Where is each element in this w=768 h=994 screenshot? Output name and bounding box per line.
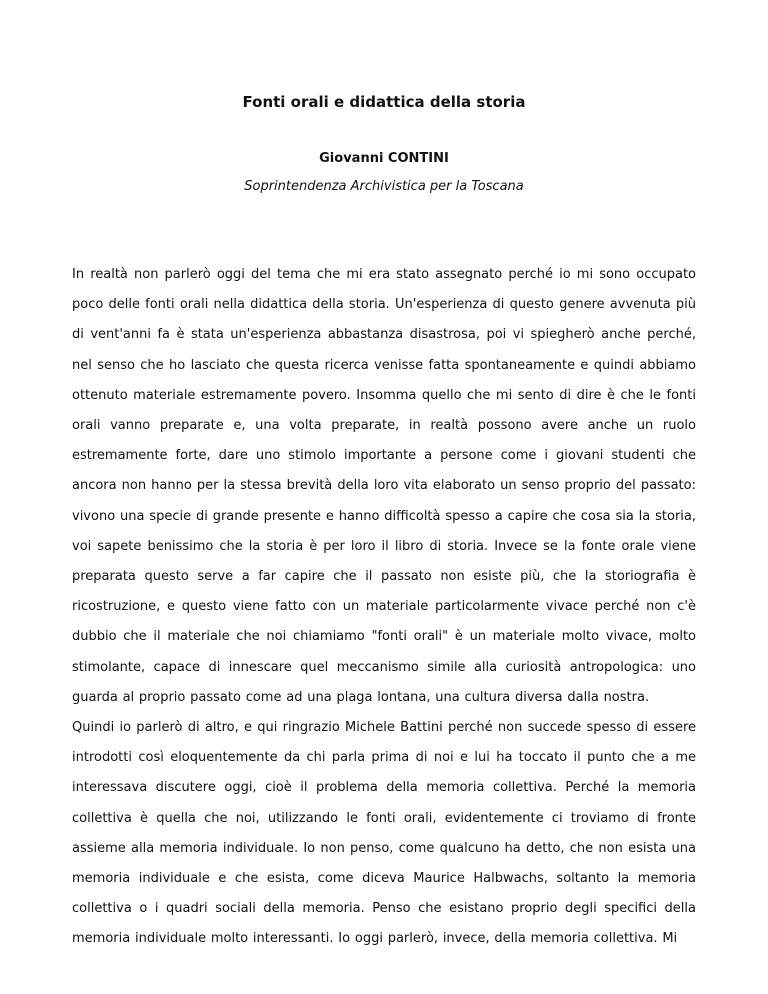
body-text (72, 260, 696, 955)
paragraph: In realtà non parlerò oggi del tema che mi era stato assegnato perché io mi sono occupato poco delle fonti orali nella didattica della storia. Un'esperienza di questo genere avvenuta più di vent'anni fa è stata un'esperienza abbastanza disastrosa, poi vi spiegherò anche perché, nel senso che ho lasciato che questa ricerca venisse fatta spontaneamente e quindi abbiamo ottenuto materiale estremamente povero. Insomma quello che mi sento di dire è che le fonti orali vanno preparate e, una volta preparate, in realtà possono avere anche un ruolo estremamente forte, dare uno stimolo importante a persone come i giovani studenti che ancora non hanno per la stessa brevità della loro vita elaborato un senso proprio del passato: vivono una specie di grande presente e hanno difficoltà spesso a capire che cosa sia la storia, voi sapete benissimo che la storia è per loro il libro di storia. Invece se la fonte orale viene preparata questo serve a far capire che il passato non esiste più, che la storiografia è ricostruzione, e questo viene fatto con un materiale particolarmente vivace perché non c'è dubbio che il materiale che noi chiamiamo "fonti orali" è un materiale molto vivace, molto stimolante, capace di innescare quel meccanismo simile alla curiosità antropologica: uno guarda al proprio passato come ad una plaga lontana, una cultura diversa dalla nostra. (72, 267, 696, 705)
document-title: Fonti orali e didattica della storia (242, 93, 526, 111)
author-affiliation: Soprintendenza Archivistica per la Toscana (244, 179, 524, 194)
paragraph: Quindi io parlerò di altro, e qui ringrazio Michele Battini perché non succede spesso di essere introdotti così eloquentemente da chi parla prima di noi e lui ha toccato il punto che a me interessava discutere oggi, cioè il problema della memoria collettiva. Perché la memoria collettiva è quella che noi, utilizzando le fonti orali, evidentemente ci troviamo di fronte assieme alla memoria individuale. Io non penso, come qualcuno ha detto, che non esista una memoria individuale e che esista, come diceva Maurice Halbwachs, soltanto la memoria collettiva o i quadri sociali della memoria. Penso che esistano proprio degli specifici della memoria individuale molto interessanti. Io oggi parlerò, invece, della memoria collettiva. Mi (72, 720, 696, 947)
author-name: Giovanni CONTINI (319, 151, 449, 166)
